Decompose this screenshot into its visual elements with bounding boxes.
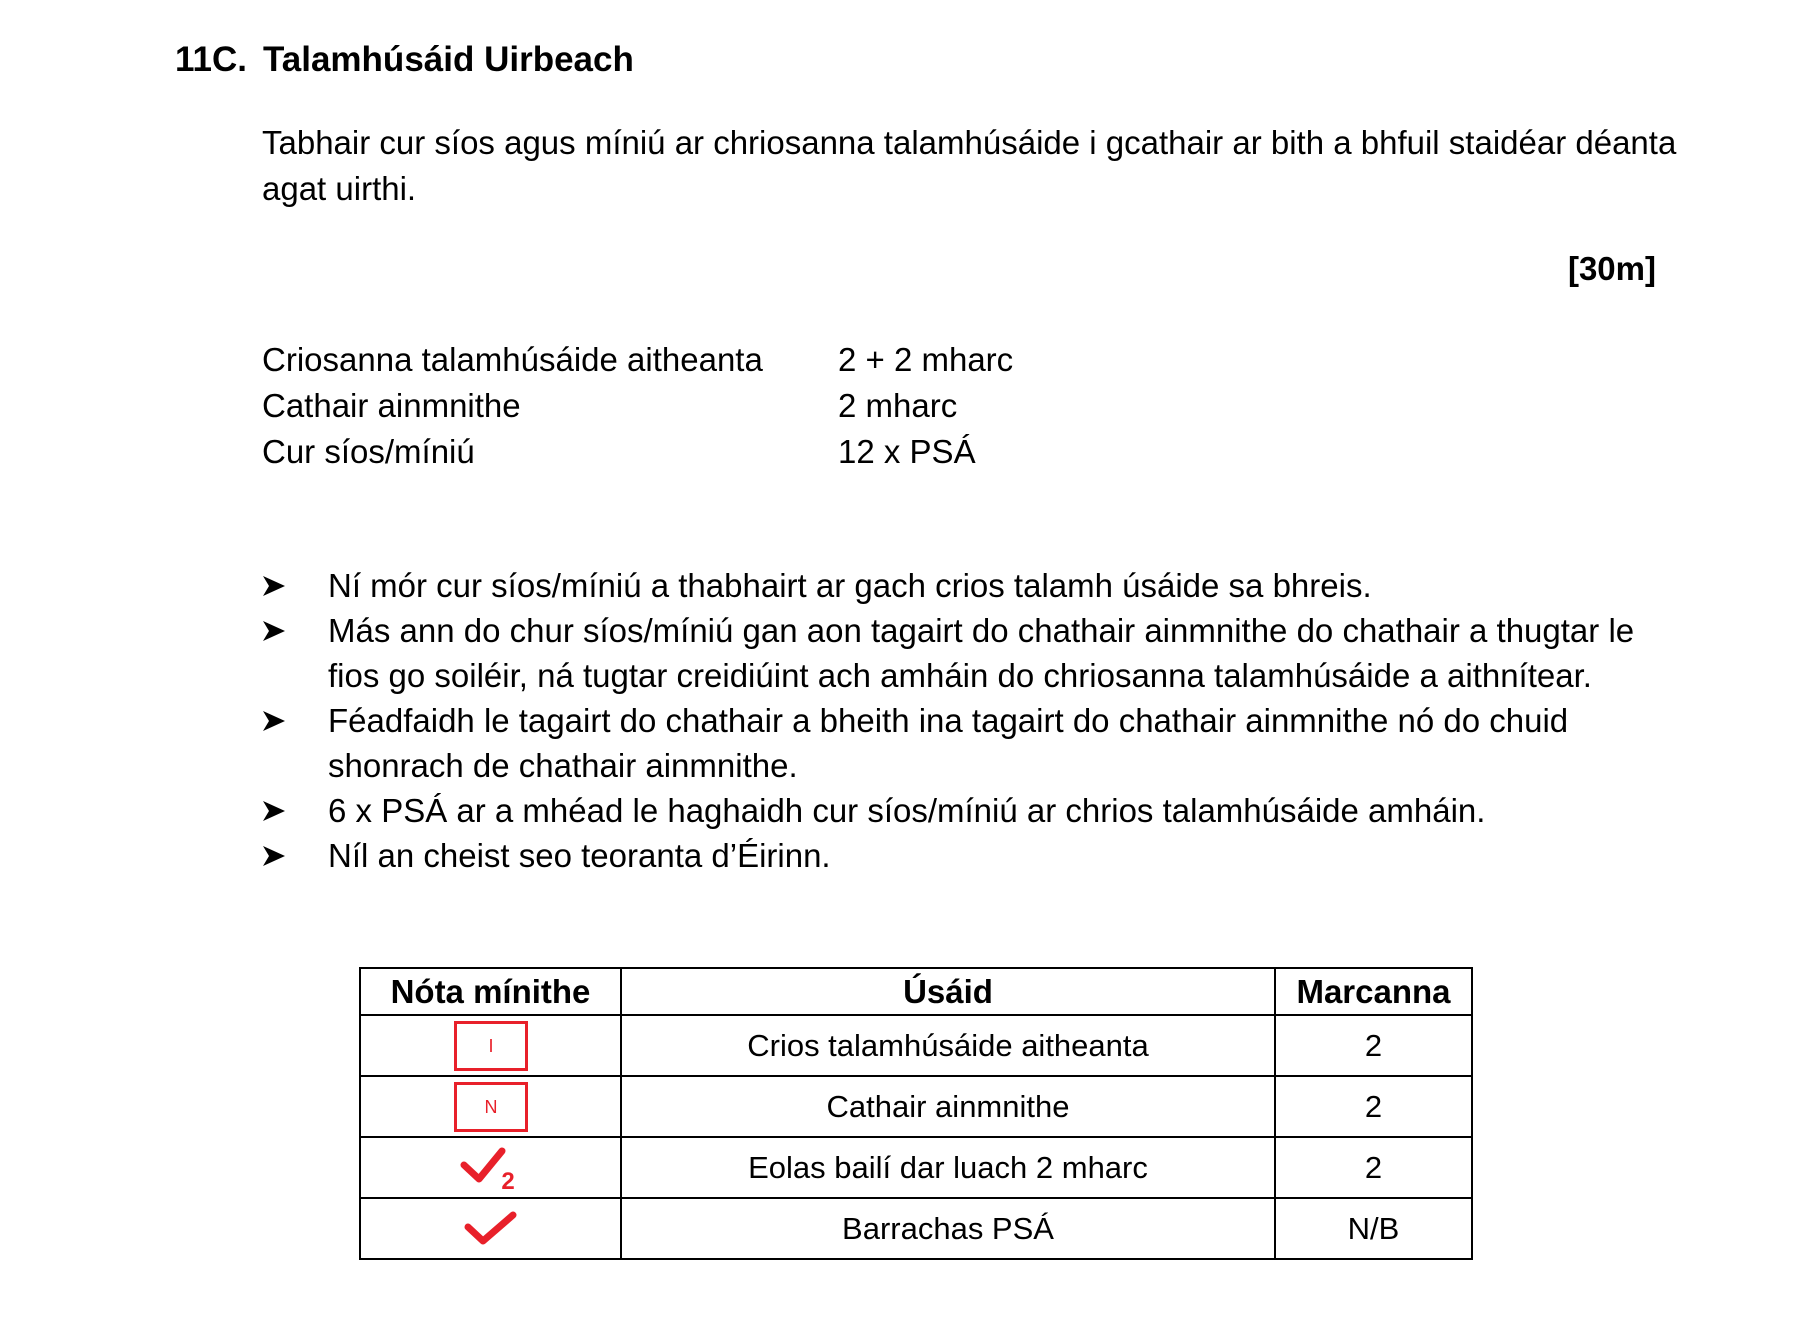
- scheme-marks: 2 mharc: [838, 387, 958, 424]
- scheme-row: [262, 337, 1013, 383]
- annotation-key-table: [359, 967, 1473, 1260]
- usage-cell: Crios talamhúsáide aitheanta: [621, 1015, 1275, 1076]
- usage-cell: Cathair ainmnithe: [621, 1076, 1275, 1137]
- list-item: [262, 788, 1682, 833]
- table-row: [360, 1198, 1472, 1259]
- scheme-label: Cur síos/míniú: [262, 433, 475, 470]
- box-i-icon: [454, 1021, 528, 1071]
- usage-cell: Eolas bailí dar luach 2 mharc: [621, 1137, 1275, 1198]
- scheme-marks: 12 x PSÁ: [838, 433, 976, 470]
- annotation-cell: [360, 1137, 621, 1198]
- table-row: [360, 1076, 1472, 1137]
- annotation-cell: [360, 1076, 621, 1137]
- note-text: Féadfaidh le tagairt do chathair a bheith ina tagairt do chathair ainmnithe nó do chuid shonrach de chathair ainmnithe.: [328, 702, 1569, 784]
- note-text: 6 x PSÁ ar a mhéad le haghaidh cur síos/míniú ar chrios talamhúsáide amháin.: [328, 792, 1486, 829]
- note-text: Níl an cheist seo teoranta d’Éirinn.: [328, 837, 831, 874]
- tick-icon: [463, 1209, 519, 1249]
- notes-list: [262, 563, 1682, 878]
- scheme-label: Cathair ainmnithe: [262, 387, 521, 424]
- arrow-bullet-icon: [262, 608, 328, 653]
- scheme-row: [262, 383, 1013, 429]
- list-item: [262, 833, 1682, 878]
- arrow-bullet-icon: [262, 788, 328, 833]
- tick-2-symbol: 2: [500, 1167, 515, 1191]
- arrow-bullet-icon: [262, 833, 328, 878]
- list-item: [262, 563, 1682, 608]
- column-header: Nóta mínithe: [360, 968, 621, 1015]
- marking-scheme: [262, 337, 1013, 475]
- scheme-label: Criosanna talamhúsáide aitheanta: [262, 341, 763, 378]
- question-number: 11C.: [175, 40, 247, 79]
- note-text: Ní mór cur síos/míniú a thabhairt ar gach crios talamh úsáide sa bhreis.: [328, 567, 1372, 604]
- tick-2-icon: [459, 1145, 523, 1191]
- box-n-symbol: N: [484, 1096, 497, 1117]
- question-heading: [175, 40, 634, 80]
- column-header: Úsáid: [621, 968, 1275, 1015]
- marks-cell: N/B: [1275, 1198, 1472, 1259]
- list-item: [262, 608, 1682, 698]
- column-header: Marcanna: [1275, 968, 1472, 1015]
- marks-cell: 2: [1275, 1137, 1472, 1198]
- table-header-row: [360, 968, 1472, 1015]
- annotation-cell: [360, 1198, 621, 1259]
- table-row: [360, 1137, 1472, 1198]
- arrow-bullet-icon: [262, 563, 328, 608]
- usage-cell: Barrachas PSÁ: [621, 1198, 1275, 1259]
- box-i-symbol: I: [487, 1035, 494, 1056]
- list-item: [262, 698, 1682, 788]
- question-text: Tabhair cur síos agus míniú ar chriosanna talamhúsáide i gcathair ar bith a bhfuil staidéar déanta agat uirthi.: [262, 124, 1677, 207]
- box-n-icon: [454, 1082, 528, 1132]
- note-text: Más ann do chur síos/míniú gan aon tagairt do chathair ainmnithe do chathair a thugtar le fios go soiléir, ná tugtar creidiúint ach amháin do chriosanna talamhúsáide a aithnítear.: [328, 612, 1635, 694]
- scheme-row: [262, 429, 1013, 475]
- arrow-bullet-icon: [262, 698, 328, 743]
- scheme-marks: 2 + 2 mharc: [838, 341, 1014, 378]
- annotation-cell: [360, 1015, 621, 1076]
- table-row: [360, 1015, 1472, 1076]
- marks-cell: 2: [1275, 1015, 1472, 1076]
- total-marks: [30m]: [1567, 250, 1656, 287]
- question-title: Talamhúsáid Uirbeach: [263, 40, 634, 79]
- marks-cell: 2: [1275, 1076, 1472, 1137]
